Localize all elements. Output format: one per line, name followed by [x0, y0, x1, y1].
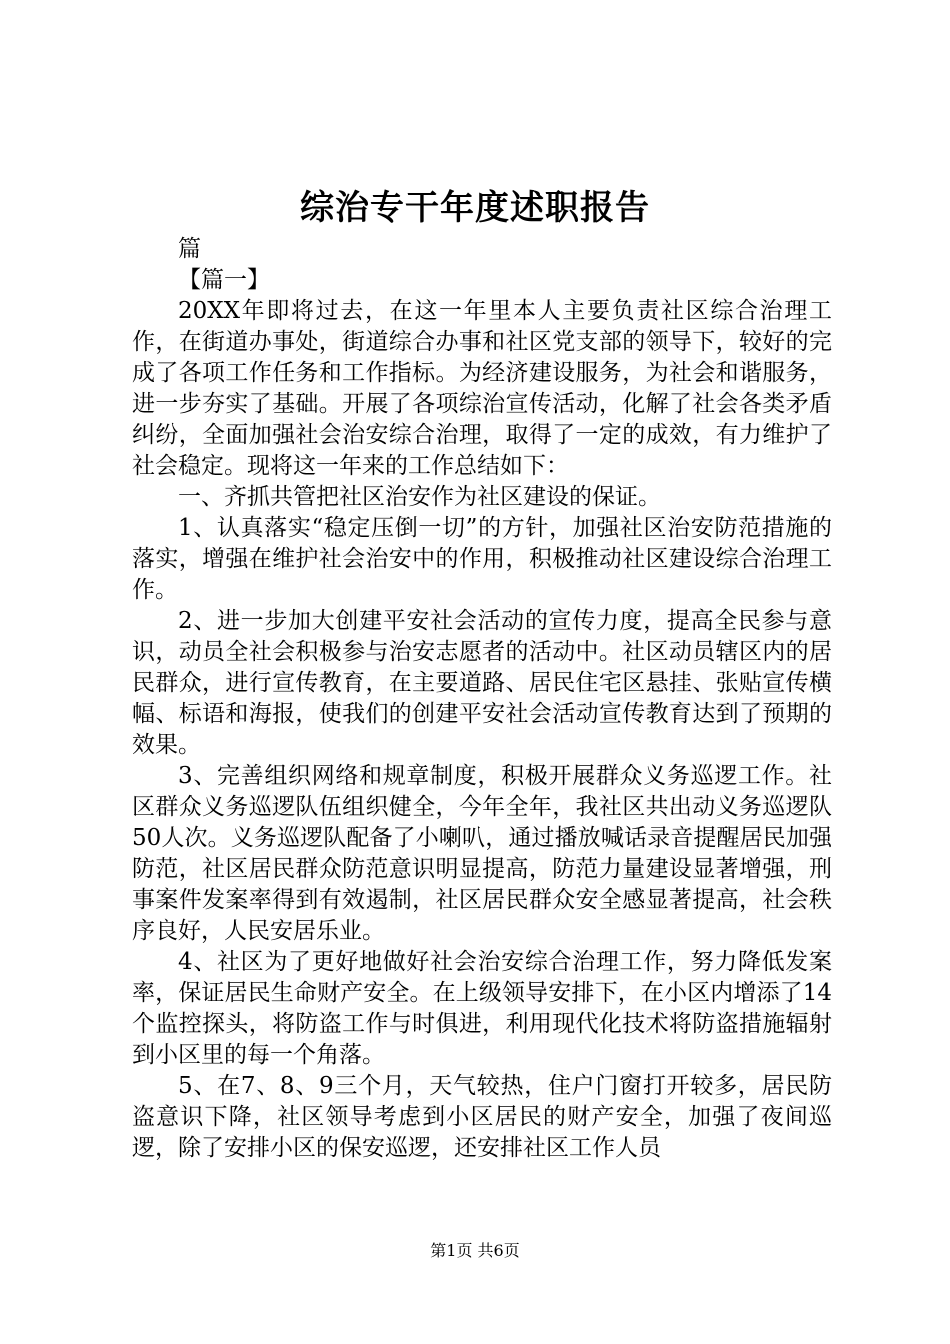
page-number-footer: 第1页 共6页 — [430, 1241, 520, 1260]
document-title: 综治专干年度述职报告 — [300, 188, 650, 228]
item-5-paragraph: 5、在7、8、9三个月，天气较热，住户门窗打开较多，居民防盗意识下降，社区领导考虑到小区居民的财产安全，加强了夜间巡逻，除了安排小区的保安巡逻，还安排社区工作人员 — [132, 1073, 832, 1161]
document-body — [132, 234, 832, 1164]
intro-paragraph: 20XX年即将过去，在这一年里本人主要负责社区综合治理工作，在街道办事处，街道综合办事和社区党支部的领导下，较好的完成了各项工作任务和工作指标。为经济建设服务，为社会和谐服务，进一步夯实了基础。开展了各项综治宣传活动，化解了社会各类矛盾纠纷，全面加强社会治安综合治理，取得了一定的成效，有力维护了社会稳定。现将这一年来的工作总结如下： — [132, 298, 832, 479]
section-heading: 【篇一】 — [178, 267, 270, 293]
item-3-paragraph: 3、完善组织网络和规章制度，积极开展群众义务巡逻工作。社区群众义务巡逻队伍组织健全，今年全年，我社区共出动义务巡逻队50人次。义务巡逻队配备了小喇叭，通过播放喊话录音提醒居民加强防范，社区居民群众防范意识明显提高，防范力量建设显著增强，刑事案件发案率得到有效遏制，社区居民群众安全感显著提高，社会秩序良好，人民安居乐业。 — [132, 763, 832, 944]
item-4-paragraph: 4、社区为了更好地做好社会治安综合治理工作，努力降低发案率，保证居民生命财产安全。在上级领导安排下，在小区内增添了14个监控探头，将防盗工作与时俱进，利用现代化技术将防盗措施辐射到小区里的每一个角落。 — [132, 949, 832, 1068]
section-marker: 篇 — [178, 236, 201, 262]
item-1-paragraph: 1、认真落实“稳定压倒一切”的方针，加强社区治安防范措施的落实，增强在维护社会治安中的作用，积极推动社区建设综合治理工作。 — [132, 515, 832, 603]
item-2-paragraph: 2、进一步加大创建平安社会活动的宣传力度，提高全民参与意识，动员全社会积极参与治安志愿者的活动中。社区动员辖区内的居民群众，进行宣传教育，在主要道路、居民住宅区悬挂、张贴宣传横幅、标语和海报，使我们的创建平安社会活动宣传教育达到了预期的效果。 — [132, 608, 832, 758]
part-one-heading: 一、齐抓共管把社区治安作为社区建设的保证。 — [178, 484, 661, 510]
